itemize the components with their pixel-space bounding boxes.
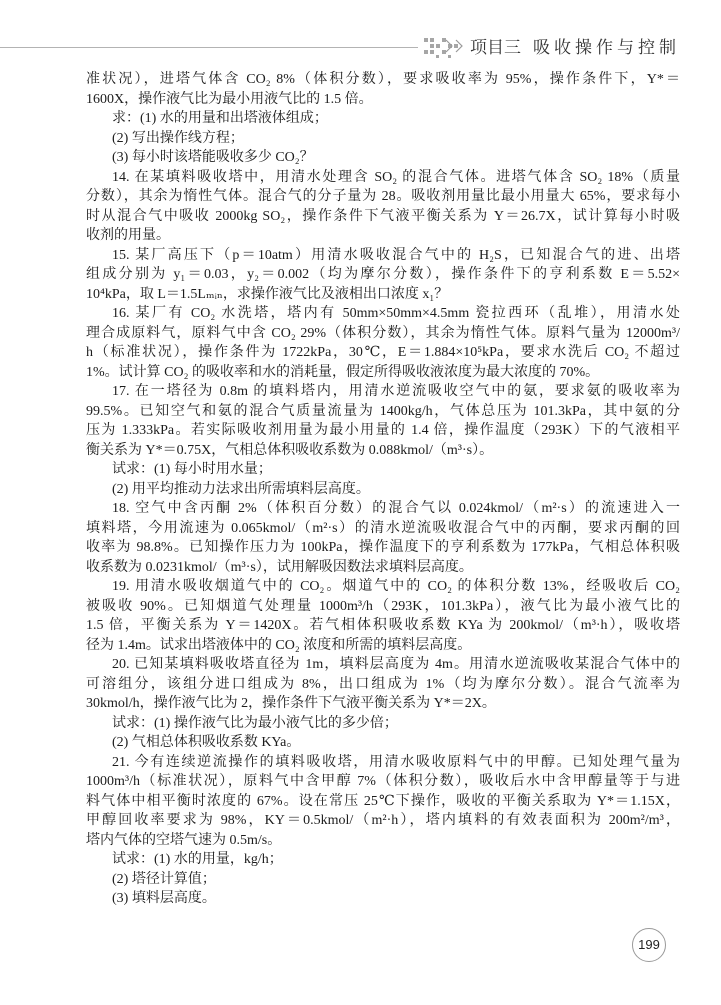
problem-first-line: 20. 已知某填料吸收塔直径为 1m，填料层高度为 4m。用清水逆流吸收某混合气体中的 [112, 657, 680, 672]
problem-18 [86, 499, 680, 577]
problem-19 [86, 577, 680, 655]
question-item: (2) 写出操作线方程； [112, 130, 244, 146]
text-line: 料气体中相平衡时浓度的 67%。设在常压 25℃下操作，吸收的平衡关系取为 Y*＝1.15X， [86, 793, 680, 809]
problem-first-line: 21. 今有连续逆流操作的填料吸收塔，用清水吸收原料气中的甲醇。已知处理气量为 [112, 754, 680, 770]
text-line: 30kmol/h，操作液气比为 2，操作条件下气液平衡关系为 Y*＝2X。 [86, 696, 496, 711]
problem-13-continued [86, 70, 680, 168]
text-line: 衡关系为 Y*＝0.75X，气相总体积吸收系数为 0.088kmol/（m³·s）。 [86, 442, 494, 458]
text-line: 1%。试计算 CO₂ 的吸收率和水的消耗量，假定所得吸收液浓度为最大浓度的 70%。 [86, 364, 600, 380]
question-item: (2) 气相总体积吸收系数 KYa。 [112, 735, 301, 750]
problem-first-line: 18. 空气中含丙酮 2%（体积百分数）的混合气以 0.024kmol/（m²·s）的流速进入一 [112, 501, 680, 516]
question-item: (3) 每小时该塔能吸收多少 CO₂？ [112, 150, 314, 165]
chapter-title: 吸收操作与控制 [533, 38, 680, 58]
page-number: 199 [632, 928, 666, 962]
text-line: 压为 1.333kPa。若实际吸收剂用量为最小用量的 1.4 倍，操作温度（293K）下的气液相平 [86, 423, 680, 438]
problem-first-line: 19. 用清水吸收烟道气中的 CO₂。烟道气中的 CO₂ 的体积分数 13%，经吸收后 CO₂ [112, 579, 680, 594]
problem-21 [86, 753, 680, 909]
text-line: 甲醇回收率要求为 98%，KY＝0.5kmol/（m²·h），塔内填料的有效表面积为 200m²/m³， [86, 813, 680, 828]
text-line: 1.5 倍，平衡关系为 Y＝1420X。若气相体积吸收系数 KYa 为 200kmol/（m³·h），吸收塔 [86, 618, 680, 633]
chevron-squares-icon [423, 37, 465, 59]
question-item: (2) 用平均推动力法求出所需填料层高度。 [112, 481, 370, 497]
question-item: 试求：(1) 每小时用水量； [112, 462, 272, 477]
exercise-text [86, 70, 680, 909]
text-line: 时从混合气中吸收 2000kg SO₂，操作条件下气液平衡关系为 Y＝26.7X，试计算每小时吸 [86, 208, 680, 224]
question-item: 试求：(1) 水的用量，kg/h； [112, 852, 283, 867]
text-line: 塔内气体的空塔气速为 0.5m/s。 [86, 832, 282, 848]
text-line: h（标准状况），操作条件为 1722kPa，30℃，E＝1.884×10⁵kPa，要求水洗后 CO₂ 不超过 [86, 345, 680, 360]
problem-20 [86, 655, 680, 753]
header-rule [0, 47, 418, 48]
problem-14 [86, 168, 680, 246]
text-line: 收系数为 0.0231kmol/（m³·s），试用解吸因数法求填料层高度。 [86, 559, 473, 575]
question-item: 试求：(1) 操作液气比为最小液气比的多少倍； [112, 715, 398, 731]
text-line: 径为 1.4m。试求出塔液体中的 CO₂ 浓度和所需的填料层高度。 [86, 637, 472, 653]
problem-first-line: 15. 某厂高压下（p＝10atm）用清水吸收混合气中的 H₂S，已知混合气的进、出塔 [112, 247, 680, 263]
text-line: 准状况），进塔气体含 CO₂ 8%（体积分数），要求吸收率为 95%，操作条件下，Y*＝ [86, 72, 680, 87]
text-line: 99.5%。已知空气和氨的混合气质量流量为 1400kg/h，气体总压为 101.3kPa，其中氨的分 [86, 403, 680, 419]
text-line: 理合成原料气，原料气中含 CO₂ 29%（体积分数），其余为惰性气体。原料气量为 12000m³/ [86, 325, 680, 341]
text-line: 填料塔，今用流速为 0.065kmol/（m²·s）的清水逆流吸收混合气中的丙酮，要求丙酮的回 [86, 520, 680, 536]
problem-first-line: 14. 在某填料吸收塔中，用清水处理含 SO₂ 的混合气体。进塔气体含 SO₂ 18%（质量 [112, 169, 680, 185]
text-line: 收率为 98.8%。已知操作压力为 100kPa，操作温度下的亨利系数为 177kPa，气相总体积吸 [86, 540, 680, 555]
text-line: 被吸收 90%。已知烟道气处理量 1000m³/h（293K，101.3kPa），液气比为最小液气比的 [86, 598, 680, 614]
problem-first-line: 16. 某厂有 CO₂ 水洗塔，塔内有 50mm×50mm×4.5mm 瓷拉西环（乱堆），用清水处 [112, 306, 680, 321]
problem-first-line: 17. 在一塔径为 0.8m 的填料塔内，用清水逆流吸收空气中的氨，要求氨的吸收率为 [112, 384, 680, 399]
problem-17 [86, 382, 680, 499]
text-line: 组成分别为 y₁＝0.03，y₂＝0.002（均为摩尔分数），操作条件下的亨利系数 E＝5.52× [86, 267, 680, 282]
text-line: 可溶组分，该组分进口组成为 8%，出口组成为 1%（均为摩尔分数）。混合气流率为 [86, 676, 680, 692]
question-item: (2) 塔径计算值； [112, 871, 216, 887]
problem-16 [86, 304, 680, 382]
problem-15 [86, 246, 680, 305]
text-line: 1000m³/h（标准状况），原料气中含甲醇 7%（体积分数），吸收后水中含甲醇量等于与进 [86, 774, 680, 789]
text-line: 10⁴kPa，取 L＝1.5Lₘᵢₙ，求操作液气比及液相出口浓度 x₁？ [86, 286, 449, 302]
question-item: 求：(1) 水的用量和出塔液体组成； [112, 111, 328, 126]
text-line: 收剂的用量。 [86, 228, 170, 243]
question-item: (3) 填料层高度。 [112, 891, 216, 906]
text-line: 分数），其余为惰性气体。混合气的分子量为 28。吸收剂用量比最小用量大 65%，要求每小 [86, 189, 680, 204]
chapter-label: 项目三 [470, 38, 521, 58]
running-header [470, 37, 680, 59]
text-line: 1600X，操作液气比为最小用液气比的 1.5 倍。 [86, 91, 373, 107]
